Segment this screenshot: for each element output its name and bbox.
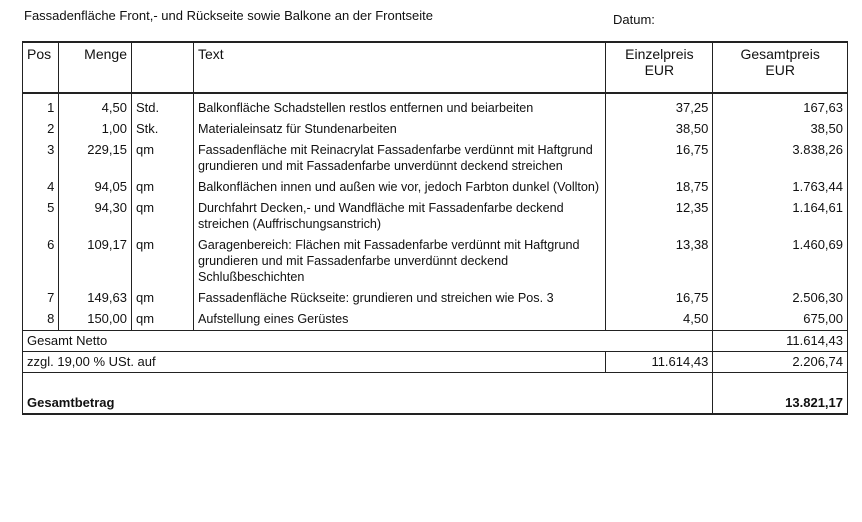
gesamt-label: Gesamtbetrag [23,385,713,414]
item-quantity: 1,00 [59,119,132,140]
item-pos: 7 [23,288,59,309]
netto-row [23,331,848,352]
item-gesamtpreis: 675,00 [713,309,848,331]
table-row [23,119,848,140]
table-row [23,235,848,288]
item-unit: qm [131,309,193,331]
item-gesamtpreis: 38,50 [713,119,848,140]
item-einzelpreis: 16,75 [606,140,713,177]
item-gesamtpreis: 3.838,26 [713,140,848,177]
item-quantity: 109,17 [59,235,132,288]
item-unit: qm [131,288,193,309]
item-pos: 4 [23,177,59,198]
item-einzelpreis: 4,50 [606,309,713,331]
netto-label: Gesamt Netto [23,331,713,352]
item-einzelpreis: 16,75 [606,288,713,309]
table-row [23,177,848,198]
item-unit: qm [131,177,193,198]
item-quantity: 150,00 [59,309,132,331]
table-row [23,140,848,177]
item-unit: qm [131,140,193,177]
item-pos: 8 [23,309,59,331]
item-text: Aufstellung eines Gerüstes [193,309,606,331]
document-title: Fassadenfläche Front,- und Rückseite sowie Balkone an der Frontseite [24,8,433,23]
item-pos: 2 [23,119,59,140]
item-pos: 1 [23,93,59,119]
table-row [23,93,848,119]
item-text: Garagenbereich: Flächen mit Fassadenfarbe verdünnt mit Haftgrund grundieren und mit Fassadenfarbe unverdünnt deckend Schlußbeschichten [193,235,606,288]
item-quantity: 229,15 [59,140,132,177]
item-quantity: 4,50 [59,93,132,119]
item-text: Fassadenfläche Rückseite: grundieren und streichen wie Pos. 3 [193,288,606,309]
col-header-gesamtpreis: Gesamtpreis EUR [713,42,848,93]
item-text: Balkonfläche Schadstellen restlos entfernen und beiarbeiten [193,93,606,119]
item-text: Balkonflächen innen und außen wie vor, jedoch Farbton dunkel (Vollton) [193,177,606,198]
item-gesamtpreis: 2.506,30 [713,288,848,309]
item-quantity: 149,63 [59,288,132,309]
table-header-row [23,42,848,93]
item-pos: 5 [23,198,59,235]
item-unit: Stk. [131,119,193,140]
ust-value: 2.206,74 [713,352,848,373]
item-text: Materialeinsatz für Stundenarbeiten [193,119,606,140]
invoice-table [22,41,848,415]
item-unit: Std. [131,93,193,119]
item-gesamtpreis: 167,63 [713,93,848,119]
item-gesamtpreis: 1.460,69 [713,235,848,288]
col-header-text: Text [193,42,606,93]
item-pos: 6 [23,235,59,288]
netto-value: 11.614,43 [713,331,848,352]
table-row [23,198,848,235]
item-text: Fassadenfläche mit Reinacrylat Fassadenfarbe verdünnt mit Haftgrund grundieren und mit Fassadenfarbe unverdünnt deckend streichen [193,140,606,177]
datum-label: Datum: [613,12,655,27]
item-unit: qm [131,198,193,235]
item-einzelpreis: 18,75 [606,177,713,198]
ust-label: zzgl. 19,00 % USt. auf [23,352,606,373]
item-gesamtpreis: 1.164,61 [713,198,848,235]
item-unit: qm [131,235,193,288]
item-quantity: 94,30 [59,198,132,235]
item-einzelpreis: 38,50 [606,119,713,140]
item-gesamtpreis: 1.763,44 [713,177,848,198]
col-header-einzelpreis: Einzelpreis EUR [606,42,713,93]
ust-row [23,352,848,373]
table-row [23,288,848,309]
table-row [23,309,848,331]
spacer-row [23,373,848,386]
col-header-unit [131,42,193,93]
item-einzelpreis: 37,25 [606,93,713,119]
item-einzelpreis: 13,38 [606,235,713,288]
ust-base: 11.614,43 [606,352,713,373]
item-einzelpreis: 12,35 [606,198,713,235]
gesamt-row [23,385,848,414]
item-quantity: 94,05 [59,177,132,198]
item-pos: 3 [23,140,59,177]
gesamt-value: 13.821,17 [713,385,848,414]
col-header-menge: Menge [59,42,132,93]
col-header-pos: Pos [23,42,59,93]
item-text: Durchfahrt Decken,- und Wandfläche mit Fassadenfarbe deckend streichen (Auffrischungsanstrich) [193,198,606,235]
